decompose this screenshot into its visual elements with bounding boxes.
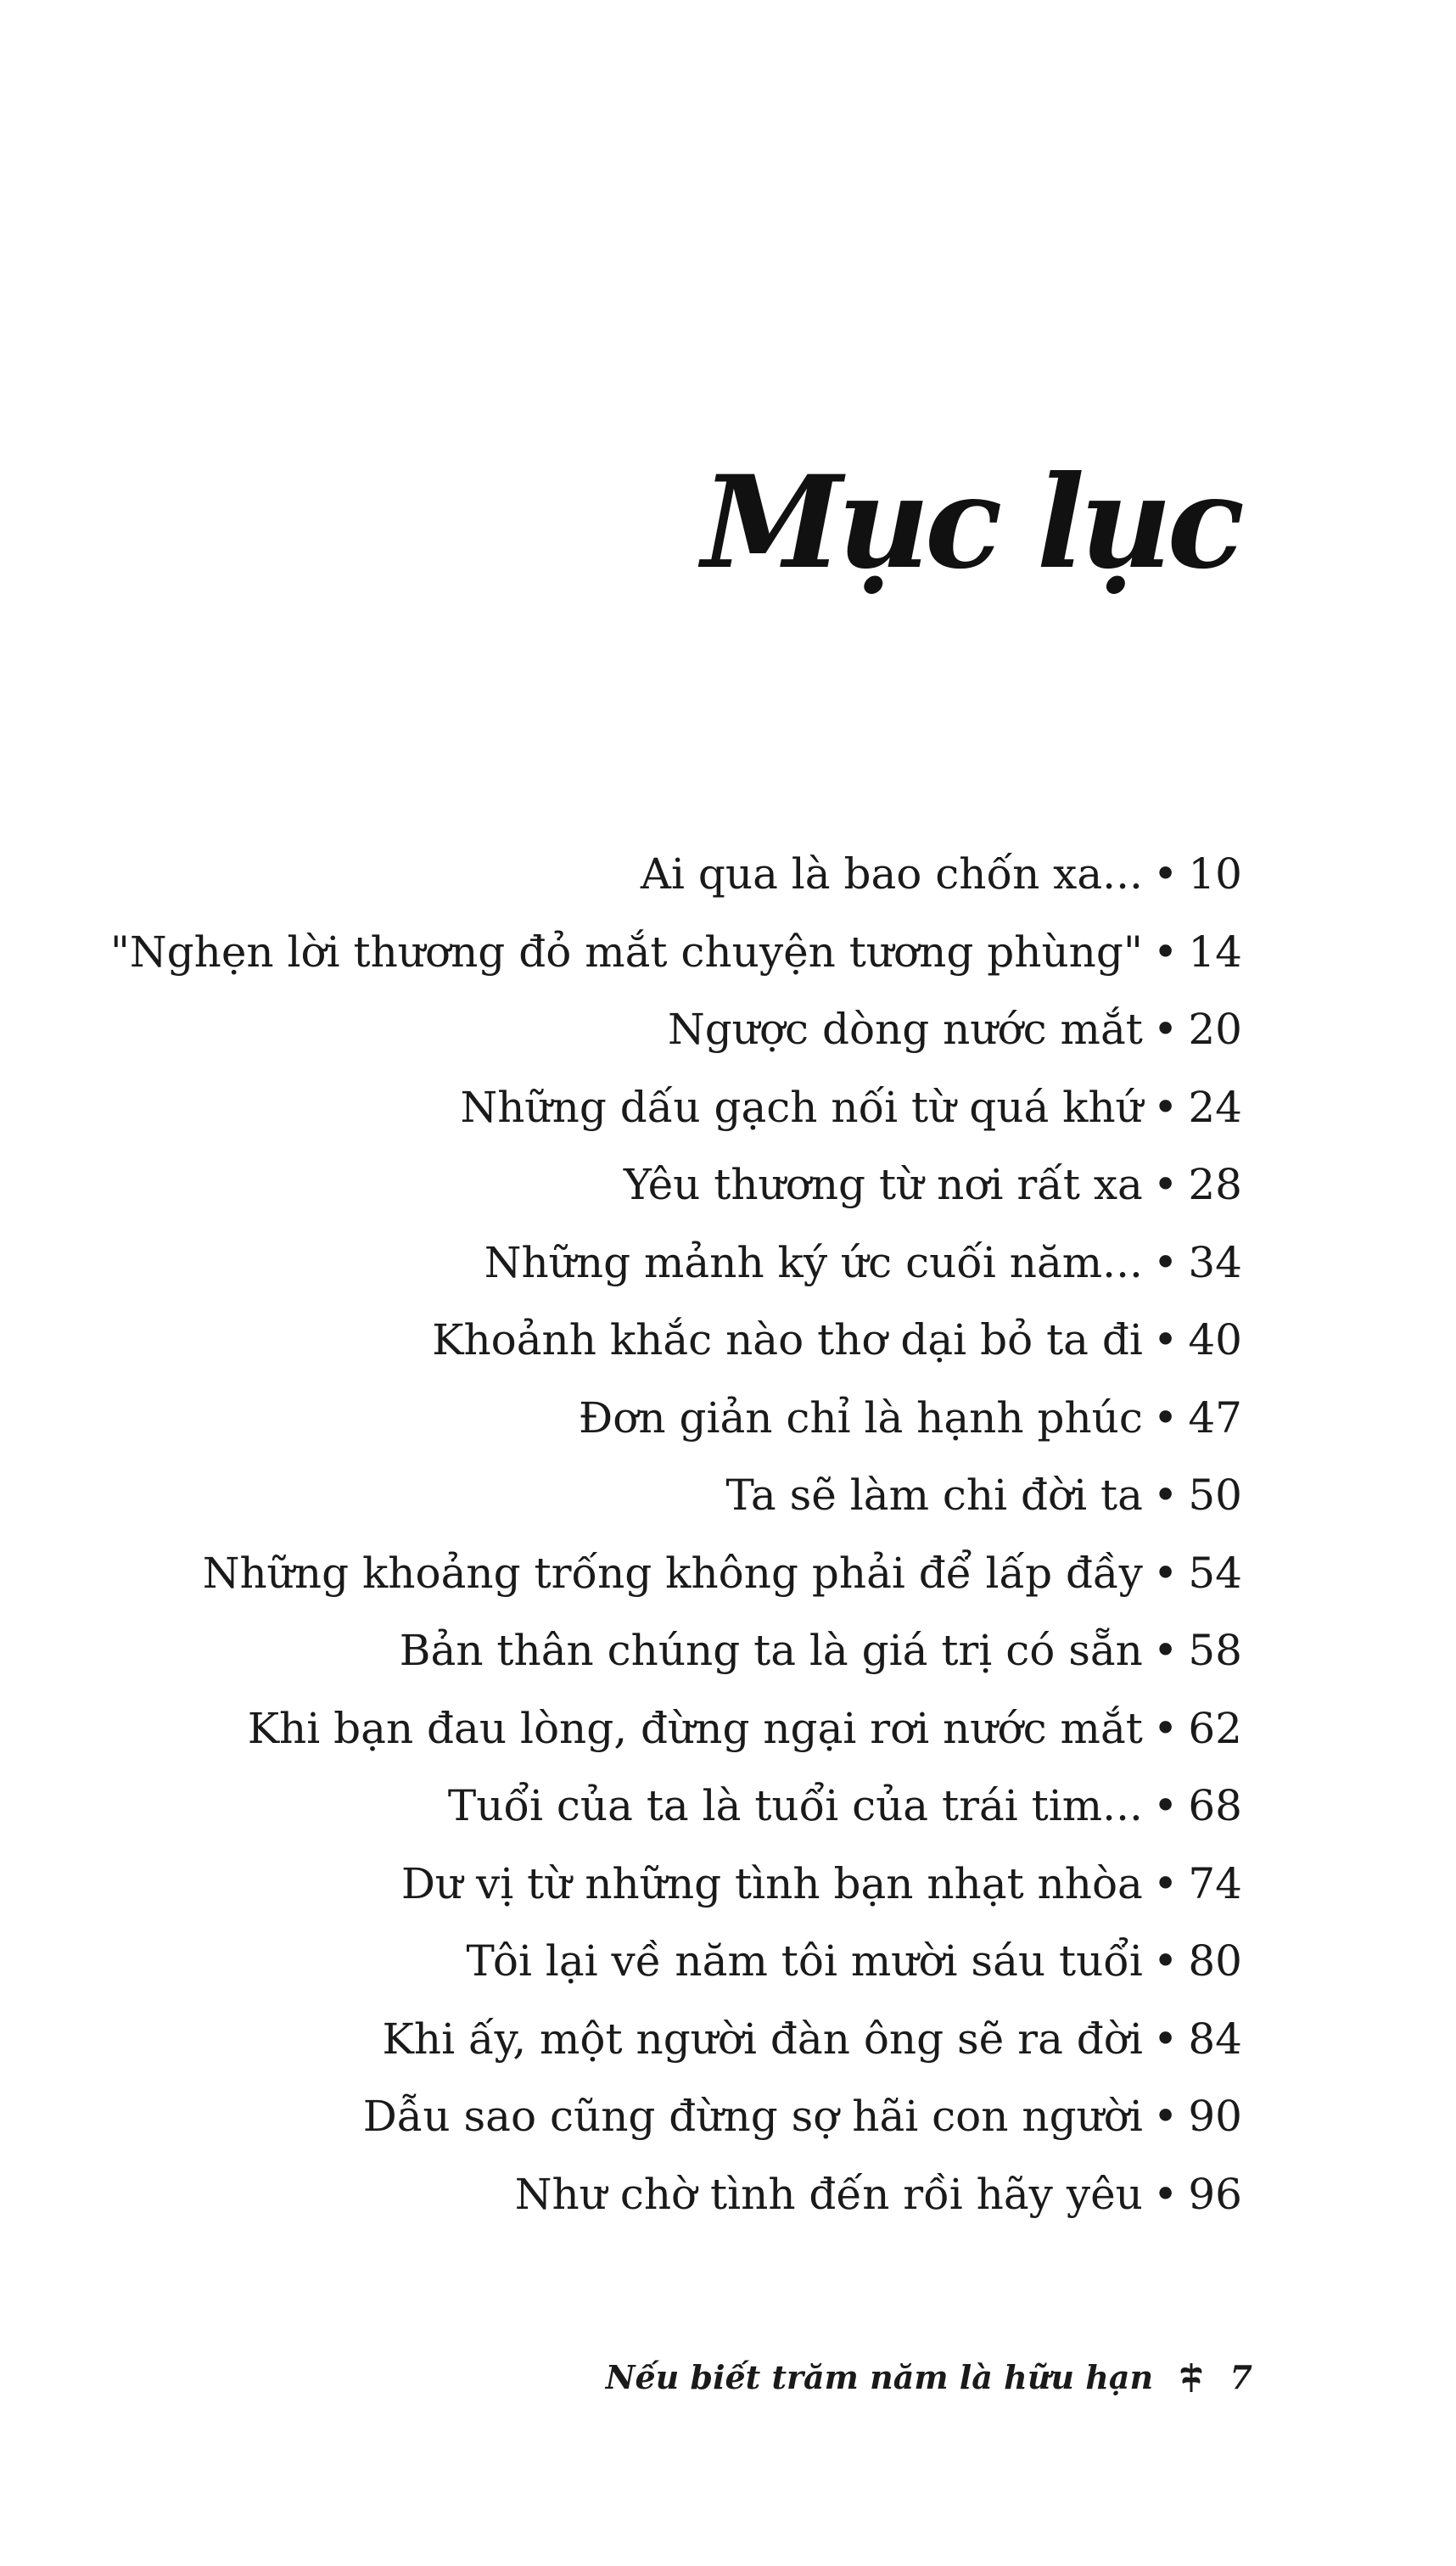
toc-entry-page-number: 14 [1188, 927, 1242, 977]
toc-entry-page-number: 20 [1188, 1005, 1242, 1054]
toc-entry-title: Dư vị từ những tình bạn nhạt nhòa [400, 1858, 1143, 1908]
toc-bullet-separator: • [1152, 2092, 1179, 2141]
toc-entry [110, 1923, 1242, 2001]
toc-entry-page-number: 84 [1188, 2014, 1242, 2064]
toc-entry-title: Những khoảng trống không phải để lấp đầy [202, 1548, 1143, 1598]
toc-entry-title: Đơn giản chỉ là hạnh phúc [578, 1392, 1143, 1443]
toc-entry-title: Ngược dòng nước mắt [667, 1005, 1143, 1054]
toc-bullet-separator: • [1152, 927, 1179, 977]
toc-entry [110, 836, 1242, 914]
toc-entry-title: Khi ấy, một người đàn ông sẽ ra đời [382, 2014, 1143, 2064]
toc-bullet-separator: • [1152, 1160, 1179, 1209]
toc-entry-title: Yêu thương từ nơi rất xa [623, 1160, 1143, 1209]
toc-entry-page-number: 54 [1188, 1548, 1242, 1598]
toc-entry-title: Tôi lại về năm tôi mười sáu tuổi [466, 1936, 1143, 1986]
footer-book-title: Nếu biết trăm năm là hữu hạn [605, 2358, 1154, 2396]
toc-entry [110, 1846, 1242, 1924]
toc-entry [110, 1069, 1242, 1147]
toc-entry [110, 2001, 1242, 2079]
toc-entry-title: Tuổi của ta là tuổi của trái tim... [447, 1781, 1143, 1830]
toc-entry-page-number: 47 [1188, 1392, 1242, 1443]
toc-bullet-separator: • [1152, 2169, 1179, 2219]
toc-entry-title: Khoảnh khắc nào thơ dại bỏ ta đi [432, 1315, 1143, 1364]
toc-entry-title: Bản thân chúng ta là giá trị có sẵn [399, 1626, 1143, 1675]
toc-bullet-separator: • [1152, 1237, 1179, 1287]
table-of-contents [110, 836, 1242, 2233]
toc-entry [110, 1302, 1242, 1380]
toc-bullet-separator: • [1152, 1626, 1179, 1675]
toc-entry-page-number: 50 [1188, 1471, 1242, 1520]
toc-bullet-separator: • [1152, 1858, 1179, 1908]
toc-entry [110, 2078, 1242, 2156]
toc-entry-page-number: 74 [1188, 1858, 1242, 1908]
toc-entry [110, 1457, 1242, 1535]
toc-entry-title: Như chờ tình đến rồi hãy yêu [514, 2169, 1143, 2219]
toc-bullet-separator: • [1152, 1936, 1179, 1986]
footer-page-number: 7 [1229, 2358, 1252, 2396]
leaf-ornament-icon [1176, 2357, 1207, 2391]
toc-entry [110, 1380, 1242, 1458]
toc-entry-page-number: 96 [1188, 2169, 1242, 2219]
toc-entry-page-number: 68 [1188, 1781, 1242, 1830]
toc-entry [110, 1224, 1242, 1303]
toc-bullet-separator: • [1152, 2014, 1179, 2064]
toc-entry-page-number: 24 [1188, 1082, 1242, 1132]
toc-entry-page-number: 28 [1188, 1160, 1242, 1209]
toc-entry-page-number: 58 [1188, 1626, 1242, 1675]
toc-entry-title: Ta sẽ làm chi đời ta [725, 1471, 1143, 1520]
toc-entry-title: "Nghẹn lời thương đỏ mắt chuyện tương phùng" [109, 927, 1143, 977]
toc-entry [110, 1768, 1242, 1846]
toc-entry-title: Ai qua là bao chốn xa... [640, 849, 1143, 899]
toc-bullet-separator: • [1152, 1781, 1179, 1830]
toc-bullet-separator: • [1152, 1315, 1179, 1364]
toc-bullet-separator: • [1152, 1548, 1179, 1598]
toc-entry-title: Những dấu gạch nối từ quá khứ [460, 1082, 1143, 1132]
toc-entry-title: Khi bạn đau lòng, đừng ngại rơi nước mắt [247, 1703, 1143, 1753]
toc-entry [110, 1612, 1242, 1690]
toc-entry-title: Những mảnh ký ức cuối năm... [484, 1237, 1143, 1287]
running-footer [606, 2352, 1252, 2403]
toc-bullet-separator: • [1152, 1082, 1179, 1132]
toc-bullet-separator: • [1152, 1703, 1179, 1753]
toc-entry-page-number: 34 [1188, 1237, 1242, 1287]
toc-entry [110, 991, 1242, 1069]
toc-entry [110, 914, 1242, 992]
toc-entry-page-number: 80 [1188, 1936, 1242, 1986]
toc-entry-page-number: 62 [1188, 1703, 1242, 1753]
toc-entry [110, 1146, 1242, 1224]
toc-entry-title: Dẫu sao cũng đừng sợ hãi con người [362, 2092, 1143, 2141]
toc-bullet-separator: • [1152, 849, 1179, 899]
toc-bullet-separator: • [1152, 1471, 1179, 1520]
toc-bullet-separator: • [1152, 1005, 1179, 1054]
toc-entry [110, 2156, 1242, 2234]
toc-bullet-separator: • [1152, 1392, 1179, 1443]
toc-entry-page-number: 40 [1188, 1315, 1242, 1364]
toc-entry [110, 1535, 1242, 1613]
page-title: Mục lục [701, 447, 1240, 597]
toc-entry [110, 1690, 1242, 1768]
toc-entry-page-number: 90 [1188, 2092, 1242, 2141]
toc-entry-page-number: 10 [1188, 849, 1242, 899]
